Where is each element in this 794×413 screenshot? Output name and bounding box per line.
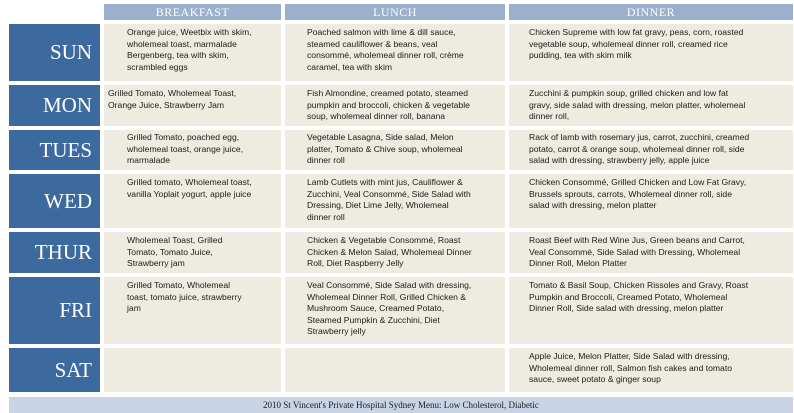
breakfast-mon: Grilled Tomato, Wholemeal Toast, Orange Juice, Strawberry Jam xyxy=(104,85,281,126)
dinner-mon: Zucchini & pumpkin soup, grilled chicken and low fat gravy, side salad with dressing, melon platter, wholemeal dinner roll, xyxy=(509,85,793,126)
header-lunch: LUNCH xyxy=(285,4,505,20)
dinner-fri: Tomato & Basil Soup, Chicken Rissoles and Gravy, Roast Pumpkin and Broccoli, Creamed Potato, Wholemeal Dinner Roll, Side salad with dressing, melon platter xyxy=(509,277,793,344)
header-dinner: DINNER xyxy=(509,4,793,20)
breakfast-sat xyxy=(104,348,281,392)
breakfast-sun: Orange juice, Weetbix with skim, wholemeal toast, marmalade Bergenberg, tea with skim, scrambled eggs xyxy=(104,24,281,81)
lunch-fri: Veal Consommé, Side Salad with dressing, Wholemeal Dinner Roll, Grilled Chicken & Mushroom Sauce, Creamed Potato, Steamed Pumpkin & Zucchini, Diet Strawberry jelly xyxy=(285,277,505,344)
day-sun: SUN xyxy=(9,24,100,81)
breakfast-tues: Grilled Tomato, poached egg, wholemeal toast, orange juice, marmalade xyxy=(104,130,281,170)
day-thur: THUR xyxy=(9,232,100,273)
day-fri: FRI xyxy=(9,277,100,344)
day-mon: MON xyxy=(9,85,100,126)
lunch-mon: Fish Almondine, creamed potato, steamed pumpkin and broccoli, chicken & vegetable soup, wholemeal dinner roll, banana xyxy=(285,85,505,126)
lunch-sun: Poached salmon with lime & dill sauce, steamed cauliflower & beans, veal consommé, wholemeal dinner roll, crème caramel, tea with skim xyxy=(285,24,505,81)
lunch-thur: Chicken & Vegetable Consommé, Roast Chicken & Melon Salad, Wholemeal Dinner Roll, Diet Raspberry Jelly xyxy=(285,232,505,273)
dinner-wed: Chicken Consommé, Grilled Chicken and Low Fat Gravy, Brussels sprouts, carrots, Wholemeal dinner roll, side salad with dressing, melon platter xyxy=(509,174,793,228)
lunch-wed: Lamb Cutlets with mint jus, Cauliflower & Zucchini, Veal Consommé, Side Salad with Dressing, Diet Lime Jelly, Wholemeal dinner roll xyxy=(285,174,505,228)
breakfast-thur: Wholemeal Toast, Grilled Tomato, Tomato Juice, Strawberry jam xyxy=(104,232,281,273)
dinner-thur: Roast Beef with Red Wine Jus, Green beans and Carrot, Veal Consommé, Side Salad with Dressing, Wholemeal Dinner Roll, Melon Platter xyxy=(509,232,793,273)
breakfast-wed: Grilled tomato, Wholemeal toast, vanilla Yoplait yogurt, apple juice xyxy=(104,174,281,228)
day-wed: WED xyxy=(9,174,100,228)
lunch-sat xyxy=(285,348,505,392)
day-tues: TUES xyxy=(9,130,100,170)
dinner-sun: Chicken Supreme with low fat gravy, peas, corn, roasted vegetable soup, wholemeal dinner roll, creamed rice pudding, tea with skim milk xyxy=(509,24,793,81)
dinner-tues: Rack of lamb with rosemary jus, carrot, zucchini, creamed potato, carrot & orange soup, wholemeal dinner roll, side salad with dressing, strawberry jelly, apple juice xyxy=(509,130,793,170)
header-breakfast: BREAKFAST xyxy=(104,4,281,20)
breakfast-fri: Grilled Tomato, Wholemeal toast, tomato juice, strawberry jam xyxy=(104,277,281,344)
lunch-tues: Vegetable Lasagna, Side salad, Melon platter, Tomato & Chive soup, wholemeal dinner roll xyxy=(285,130,505,170)
dinner-sat: Apple Juice, Melon Platter, Side Salad with dressing, Wholemeal dinner roll, Salmon fish cakes and tomato sauce, sweet potato & ginger soup xyxy=(509,348,793,392)
menu-caption: 2010 St Vincent's Private Hospital Sydney Menu: Low Cholesterol, Diabetic xyxy=(9,397,793,413)
day-sat: SAT xyxy=(9,348,100,392)
